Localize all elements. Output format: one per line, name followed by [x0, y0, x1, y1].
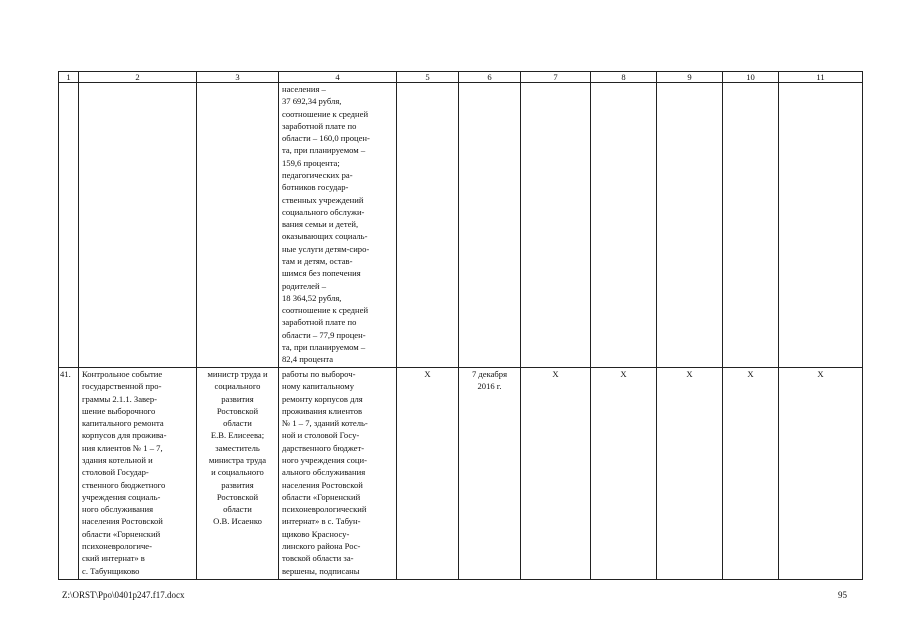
text-line: там и детям, остав- — [282, 255, 353, 266]
text-line: ные услуги детям-сиро- — [282, 243, 370, 254]
table-cell — [79, 83, 197, 368]
mark-x: Х — [521, 368, 591, 580]
text-line: ственного бюджетного — [82, 479, 166, 490]
text-line: ального обслуживания — [282, 467, 366, 478]
text-line: государственной про- — [82, 381, 162, 392]
text-line: области – 160,0 процен- — [282, 133, 370, 144]
text-line: 2016 г. — [477, 381, 502, 392]
text-line: соотношение к средней — [282, 305, 369, 316]
text-line: 37 692,34 рубля, — [282, 96, 342, 107]
column-number: 2 — [79, 72, 197, 83]
table-cell — [521, 83, 591, 368]
text-line: области «Горненский — [282, 491, 361, 502]
text-line: работы по выбороч- — [282, 369, 356, 379]
table-cell — [657, 83, 723, 368]
text-line: вершены, подписаны — [282, 565, 360, 576]
mark-x: Х — [723, 368, 779, 580]
indicator-description-cell — [279, 83, 397, 368]
text-line: ский интернат» в — [82, 553, 145, 564]
text-line: оказывающих социаль- — [282, 231, 368, 242]
table-cell — [197, 83, 279, 368]
text-line: заработной плате по — [282, 317, 357, 328]
text-line: Ростовской — [216, 405, 259, 416]
text-line: ния клиентов № 1 – 7, — [82, 442, 163, 453]
text-line: населения – — [282, 84, 326, 94]
column-number: 4 — [279, 72, 397, 83]
text-line: О.В. Исаенко — [213, 516, 262, 527]
column-number: 5 — [397, 72, 459, 83]
column-number: 1 — [59, 72, 79, 83]
page-number: 95 — [838, 590, 847, 600]
text-line: социального обслужи- — [282, 206, 365, 217]
text-line: шение выборочного — [82, 405, 156, 416]
table-row-41 — [59, 368, 863, 580]
text-line: Е.В. Елисеева; — [210, 430, 265, 441]
text-line: ботников государ- — [282, 182, 349, 193]
text-line: 82,4 процента — [282, 354, 334, 365]
text-line: заработной плате по — [282, 120, 357, 131]
column-number: 6 — [459, 72, 521, 83]
text-line: педагогических ра- — [282, 169, 353, 180]
column-number: 11 — [779, 72, 863, 83]
text-line: корпусов для прожива- — [82, 430, 167, 441]
text-line: психоневрологический — [282, 504, 367, 515]
text-line: 159,6 процента; — [282, 157, 340, 168]
table-cell — [459, 83, 521, 368]
text-line: ному капитальному — [282, 381, 354, 392]
text-line: области – 77,9 процен- — [282, 329, 366, 340]
table-cell — [779, 83, 863, 368]
text-line: учреждения социаль- — [82, 491, 161, 502]
text-line: министр труда и — [207, 369, 268, 379]
text-line: шимся без попечения — [282, 268, 361, 279]
text-line: та, при планируемом – — [282, 145, 366, 156]
text-line: товской области за- — [282, 553, 354, 564]
text-line: психоневрологиче- — [82, 540, 152, 551]
text-line: дарственного бюджет- — [282, 442, 365, 453]
column-number: 8 — [591, 72, 657, 83]
mark-x: Х — [657, 368, 723, 580]
text-line: родителей – — [282, 280, 327, 291]
text-line: области — [223, 418, 252, 429]
mark-x: Х — [397, 368, 459, 580]
deadline-date-cell — [459, 368, 521, 580]
text-line: столовой Государ- — [82, 467, 149, 478]
text-line: заместитель — [215, 442, 260, 453]
column-number-row — [59, 72, 863, 83]
text-line: № 1 – 7, зданий котель- — [282, 418, 368, 429]
text-line: ной и столовой Госу- — [282, 430, 360, 441]
text-line: интернат» в с. Табун- — [282, 516, 361, 527]
text-line: капитального ремонта — [82, 418, 164, 429]
continuation-row — [59, 83, 863, 368]
text-line: области — [223, 504, 252, 515]
column-number: 3 — [197, 72, 279, 83]
text-line: линского района Рос- — [282, 540, 361, 551]
text-line: здания котельной и — [82, 454, 153, 465]
text-line: ремонту корпусов для — [282, 393, 363, 404]
footer-file-path: Z:\ORST\Ppo\0401p247.f17.docx — [62, 590, 185, 600]
text-line: щиково Красносу- — [282, 528, 350, 539]
text-line: проживания клиентов — [282, 405, 363, 416]
text-line: ного учреждения соци- — [282, 454, 367, 465]
table-cell — [591, 83, 657, 368]
text-line: населения Ростовской — [282, 479, 363, 490]
text-line: 18 364,52 рубля, — [282, 292, 342, 303]
text-line: Контрольное событие — [82, 369, 163, 379]
text-line: ственных учреждений — [282, 194, 364, 205]
text-line: соотношение к средней — [282, 108, 369, 119]
text-line: та, при планируемом – — [282, 341, 366, 352]
table-cell — [723, 83, 779, 368]
text-line: Ростовской — [216, 491, 259, 502]
text-line: с. Табунщиково — [82, 565, 140, 576]
table-cell — [59, 83, 79, 368]
mark-x: Х — [779, 368, 863, 580]
result-description-cell — [279, 368, 397, 580]
text-line: развития — [221, 393, 254, 404]
text-line: министра труда — [208, 454, 267, 465]
text-line: развития — [221, 479, 254, 490]
column-number: 10 — [723, 72, 779, 83]
responsible-person-cell — [197, 368, 279, 580]
text-line: 7 декабря — [471, 369, 508, 379]
text-line: ного обслуживания — [82, 504, 154, 515]
text-line: населения Ростовской — [82, 516, 163, 527]
text-line: области «Горненский — [82, 528, 161, 539]
text-line: вания семьи и детей, — [282, 219, 359, 230]
row-number: 41. — [59, 368, 79, 580]
text-line: и социального — [211, 467, 264, 478]
program-table — [58, 71, 863, 580]
table-cell — [397, 83, 459, 368]
text-line: социального — [214, 381, 261, 392]
mark-x: Х — [591, 368, 657, 580]
text-line: граммы 2.1.1. Завер- — [82, 393, 158, 404]
event-description-cell — [79, 368, 197, 580]
column-number: 7 — [521, 72, 591, 83]
column-number: 9 — [657, 72, 723, 83]
